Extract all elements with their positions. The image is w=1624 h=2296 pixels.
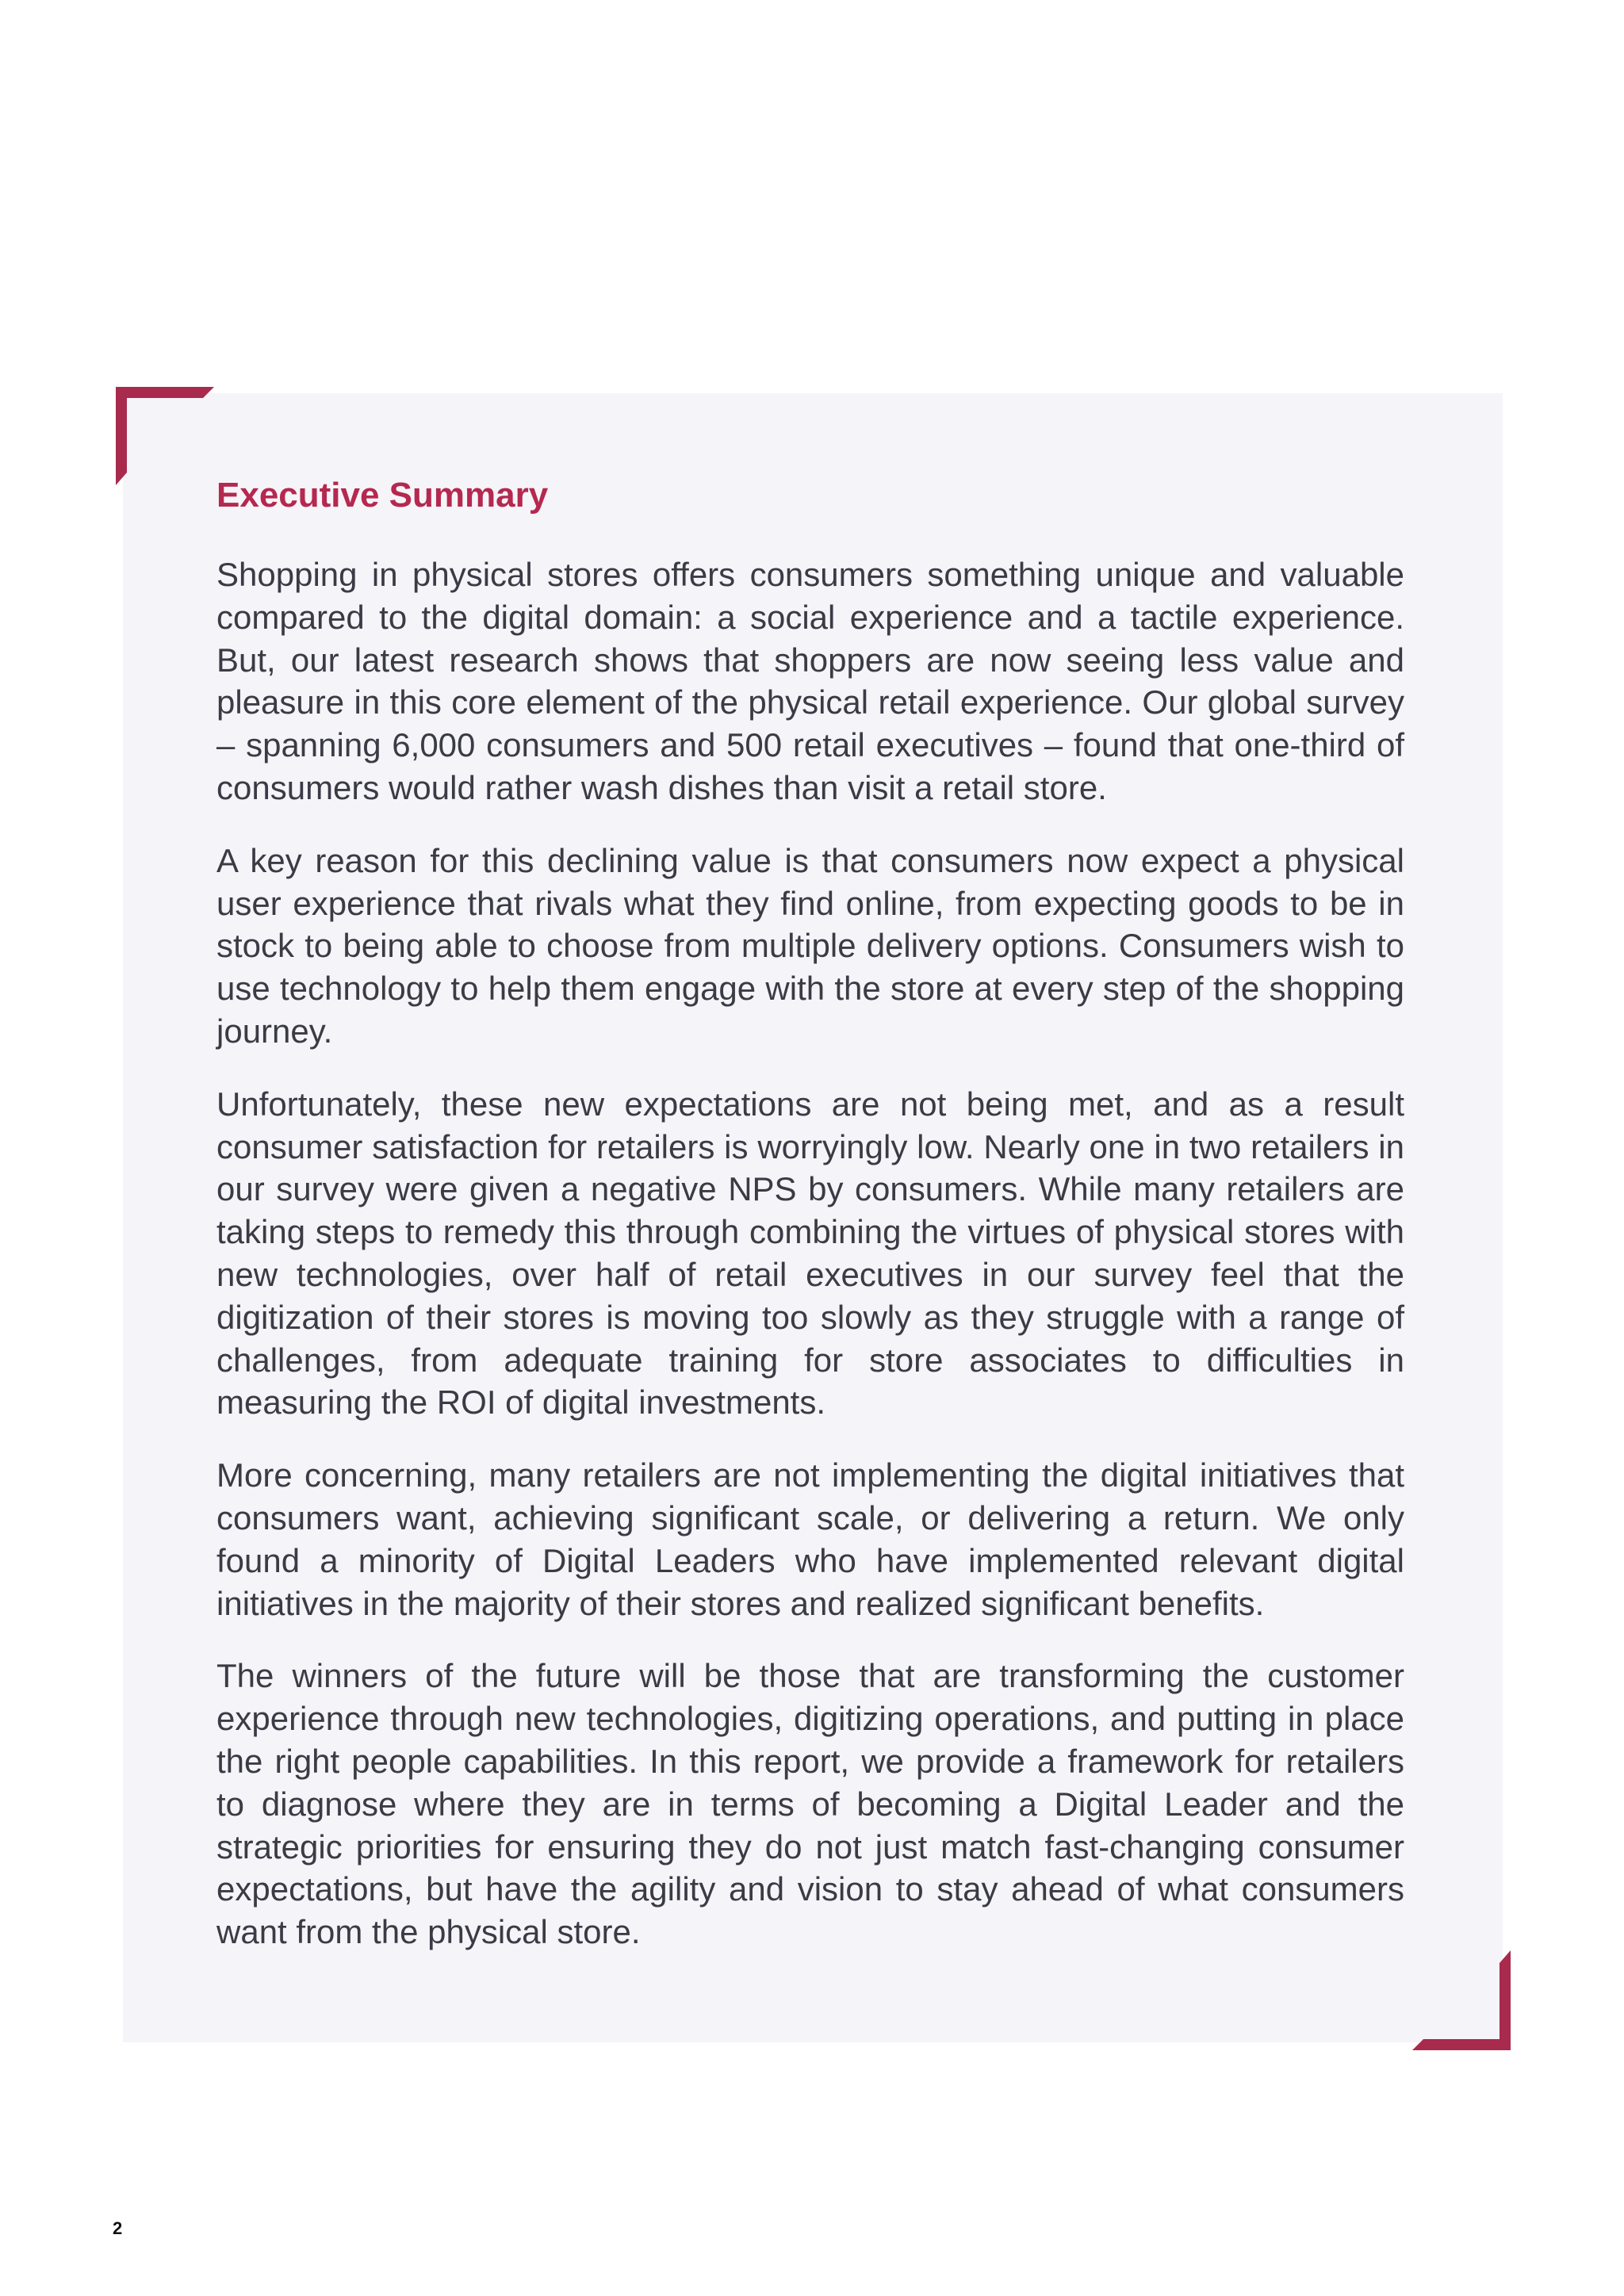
corner-bracket-top-left xyxy=(116,387,219,485)
summary-paragraph-5: The winners of the future will be those that are transforming the customer experience through new technologies, digitizing operations, and putting in place the right people capabilities. In this report, we provide a framework for retailers to diagnose where they are in terms of becoming a Digital Leader and the strategic priorities for ensuring they do not just match fast-changing consumer expectations, but have the agility and vision to stay ahead of what consumers want from the physical store. xyxy=(216,1657,1404,1951)
summary-paragraph-2: A key reason for this declining value is that consumers now expect a physical user experience that rivals what they find online, from expecting goods to be in stock to being able to choose from multiple delivery options. Consumers wish to use technology to help them engage with the store at every step of the shopping journey. xyxy=(216,841,1404,1050)
summary-paragraph-3: Unfortunately, these new expectations are not being met, and as a result consumer satisfaction for retailers is worryingly low. Nearly one in two retailers in our survey were given a negative NPS by consumers. While many retailers are taking steps to remedy this through combining the virtues of physical stores with new technologies, over half of retail executives in our survey feel that the digitization of their stores is moving too slowly as they struggle with a range of challenges, from adequate training for store associates to difficulties in measuring the ROI of digital investments. xyxy=(216,1085,1404,1422)
section-title: Executive Summary xyxy=(216,476,549,515)
page-number: 2 xyxy=(113,2218,123,2238)
summary-paragraph-1: Shopping in physical stores offers consumers something unique and valuable compared to the digital domain: a social experience and a tactile experience. But, our latest research shows that shoppers are now seeing less value and pleasure in this core element of the physical retail experience. Our global survey – spanning 6,000 consumers and 500 retail executives – found that one-third of consumers would rather wash dishes than visit a retail store. xyxy=(216,556,1404,806)
corner-bracket-bottom-right xyxy=(1408,1950,1511,2050)
summary-paragraph-4: More concerning, many retailers are not implementing the digital initiatives that consumers want, achieving significant scale, or delivering a return. We only found a minority of Digital Leaders who have implemented relevant digital initiatives in the majority of their stores and realized significant benefits. xyxy=(216,1456,1404,1622)
executive-summary-content xyxy=(216,469,1404,1984)
